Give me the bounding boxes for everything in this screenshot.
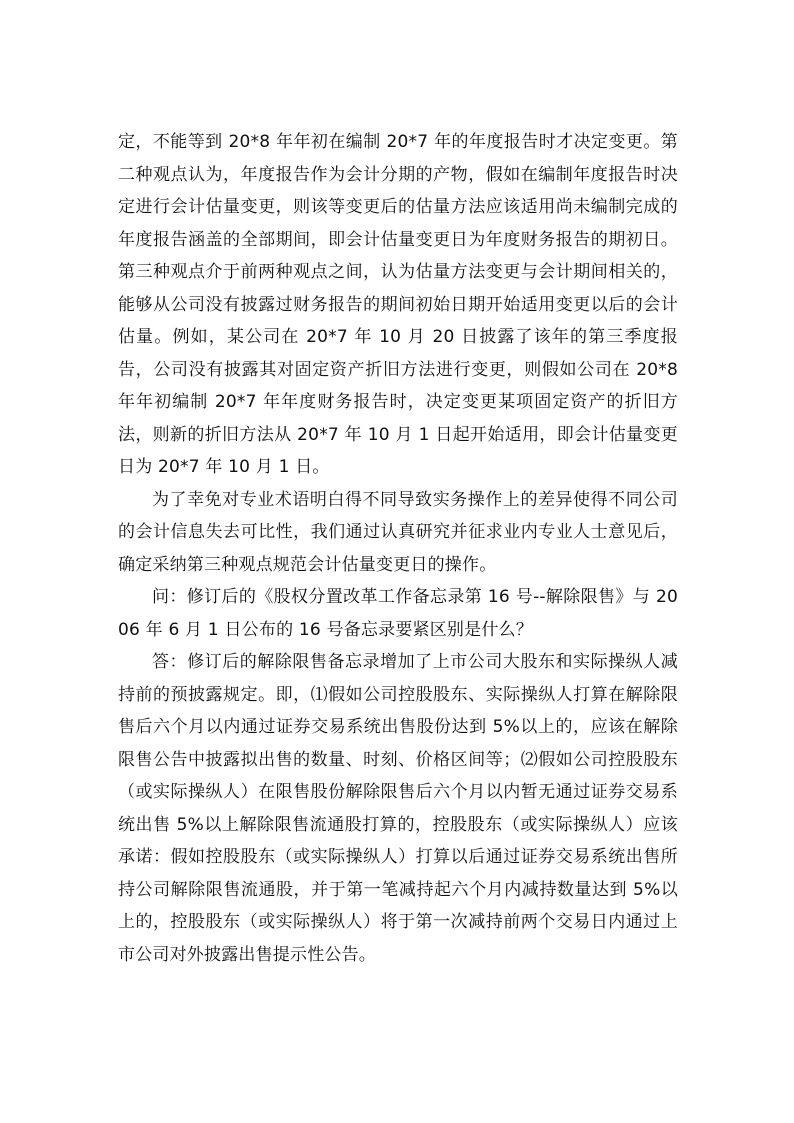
paragraph-answer: 答：修订后的解除限售备忘录增加了上市公司大股东和实际操纵人减持前的预披露规定。即，⑴假如公司控股股东、实际操纵人打算在解除限售后六个月以内通过证券交易系统出售股份达到 5%以上的，应该在解除限售公告中披露拟出售的数量、时刻、价格区间等；⑵假如公司控股股东（或实际操纵人）在限售股份解除限售后六个月以内暂无通过证券交易系统出售 5%以上解除限售流通股打算的，控股股东（或实际操纵人）应该承诺：假如控股股东（或实际操纵人）打算以后通过证券交易系统出售所持公司解除限售流通股，并于第一笔减持起六个月内减持数量达到 5%以上的，控股股东（或实际操纵人）将于第一次减持前两个交易日内通过上市公司对外披露出售提示性公告。: [118, 652, 678, 965]
paragraph-adoption-decision: 为了幸免对专业术语明白得不同导致实务操作上的差异使得不同公司的会计信息失去可比性，我们通过认真研究并征求业内专业人士意见后，确定采纳第三种观点规范会计估量变更日的操作。: [118, 489, 678, 575]
document-body: [118, 126, 678, 971]
paragraph-estimate-change-views: 定，不能等到 20*8 年年初在编制 20*7 年的年度报告时才决定变更。第二种观点认为，年度报告作为会计分期的产物，假如在编制年度报告时决定进行会计估量变更，则该等变更后的估量方法应该适用尚未编制完成的年度报告涵盖的全部期间，即会计估量变更日为年度财务报告的期初日。第三种观点介于前两种观点之间，认为估量方法变更与会计期间相关的，能够从公司没有披露过财务报告的期间初始日期开始适用变更以后的会计估量。例如，某公司在 20*7 年 10 月 20 日披露了该年的第三季度报告，公司没有披露其对固定资产折旧方法进行变更，则假如公司在 20*8 年年初编制 20*7 年年度财务报告时，决定变更某项固定资产的折旧方法，则新的折旧方法从 20*7 年 10 月 1 日起开始适用，即会计估量变更日为 20*7 年 10 月 1 日。: [118, 132, 678, 477]
paragraph-question: 问：修订后的《股权分置改革工作备忘录第 16 号--解除限售》与 2006 年 6 月 1 日公布的 16 号备忘录要紧区别是什么？: [118, 587, 678, 640]
